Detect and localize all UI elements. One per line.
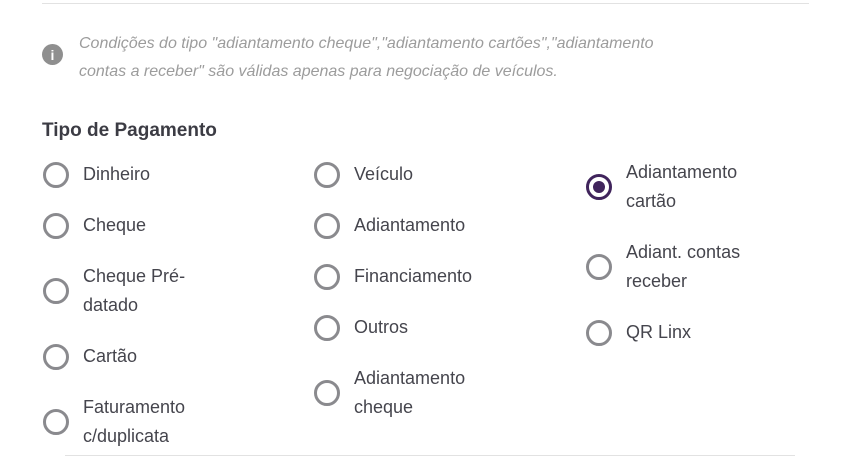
payment-options-column-1 <box>43 160 225 451</box>
radio-option-adiantamento-cartao[interactable] <box>586 158 768 216</box>
radio-adiant-contas-receber[interactable] <box>586 254 612 280</box>
info-banner-line2: contas a receber" são válidas apenas para negociação de veículos. <box>79 63 558 80</box>
radio-option-qr-linx[interactable] <box>586 318 768 347</box>
radio-option-adiantamento-cheque[interactable] <box>314 364 496 422</box>
radio-label-cartao[interactable]: Cartão <box>83 346 138 366</box>
radio-financiamento[interactable] <box>314 264 340 290</box>
radio-outros[interactable] <box>314 315 340 341</box>
top-divider <box>42 3 809 4</box>
radio-label-faturamento-duplicata[interactable]: Faturamento c/duplicata <box>83 397 186 446</box>
info-banner-text <box>79 30 654 86</box>
radio-option-financiamento[interactable] <box>314 262 496 291</box>
radio-label-outros[interactable]: Outros <box>354 317 409 337</box>
radio-label-qr-linx[interactable]: QR Linx <box>626 322 692 342</box>
radio-option-cartao[interactable] <box>43 342 225 371</box>
radio-veiculo[interactable] <box>314 162 340 188</box>
payment-type-title: Tipo de Pagamento <box>42 120 217 141</box>
radio-option-adiant-contas-receber[interactable] <box>586 238 768 296</box>
radio-option-veiculo[interactable] <box>314 160 496 189</box>
radio-option-adiantamento[interactable] <box>314 211 496 240</box>
radio-label-adiantamento-cartao[interactable]: Adiantamento cartão <box>626 162 738 211</box>
payment-options-column-2 <box>314 160 496 422</box>
radio-adiantamento[interactable] <box>314 213 340 239</box>
radio-dot <box>593 181 605 193</box>
radio-label-adiantamento-cheque[interactable]: Adiantamento cheque <box>354 368 466 417</box>
radio-adiantamento-cheque[interactable] <box>314 380 340 406</box>
radio-label-financiamento[interactable]: Financiamento <box>354 266 473 286</box>
radio-option-cheque-pre-datado[interactable] <box>43 262 225 320</box>
radio-option-dinheiro[interactable] <box>43 160 225 189</box>
radio-label-dinheiro[interactable]: Dinheiro <box>83 164 151 184</box>
radio-cheque-pre-datado[interactable] <box>43 278 69 304</box>
info-banner-line1: Condições do tipo "adiantamento cheque","adiantamento cartões","adiantamento <box>79 35 654 52</box>
radio-faturamento-duplicata[interactable] <box>43 409 69 435</box>
radio-cartao[interactable] <box>43 344 69 370</box>
info-icon-glyph: i <box>50 46 55 63</box>
radio-adiantamento-cartao[interactable] <box>586 174 612 200</box>
radio-cheque[interactable] <box>43 213 69 239</box>
radio-label-adiant-contas-receber[interactable]: Adiant. contas receber <box>626 242 741 291</box>
radio-dinheiro[interactable] <box>43 162 69 188</box>
radio-label-veiculo[interactable]: Veículo <box>354 164 414 184</box>
radio-option-outros[interactable] <box>314 313 496 342</box>
radio-label-cheque-pre-datado[interactable]: Cheque Pré-datado <box>83 266 186 315</box>
radio-label-cheque[interactable]: Cheque <box>83 215 147 235</box>
radio-option-faturamento-duplicata[interactable] <box>43 393 225 451</box>
payment-options-column-3 <box>586 158 768 347</box>
radio-label-adiantamento[interactable]: Adiantamento <box>354 215 466 235</box>
radio-qr-linx[interactable] <box>586 320 612 346</box>
bottom-divider <box>65 455 795 456</box>
info-icon <box>42 44 63 65</box>
radio-option-cheque[interactable] <box>43 211 225 240</box>
